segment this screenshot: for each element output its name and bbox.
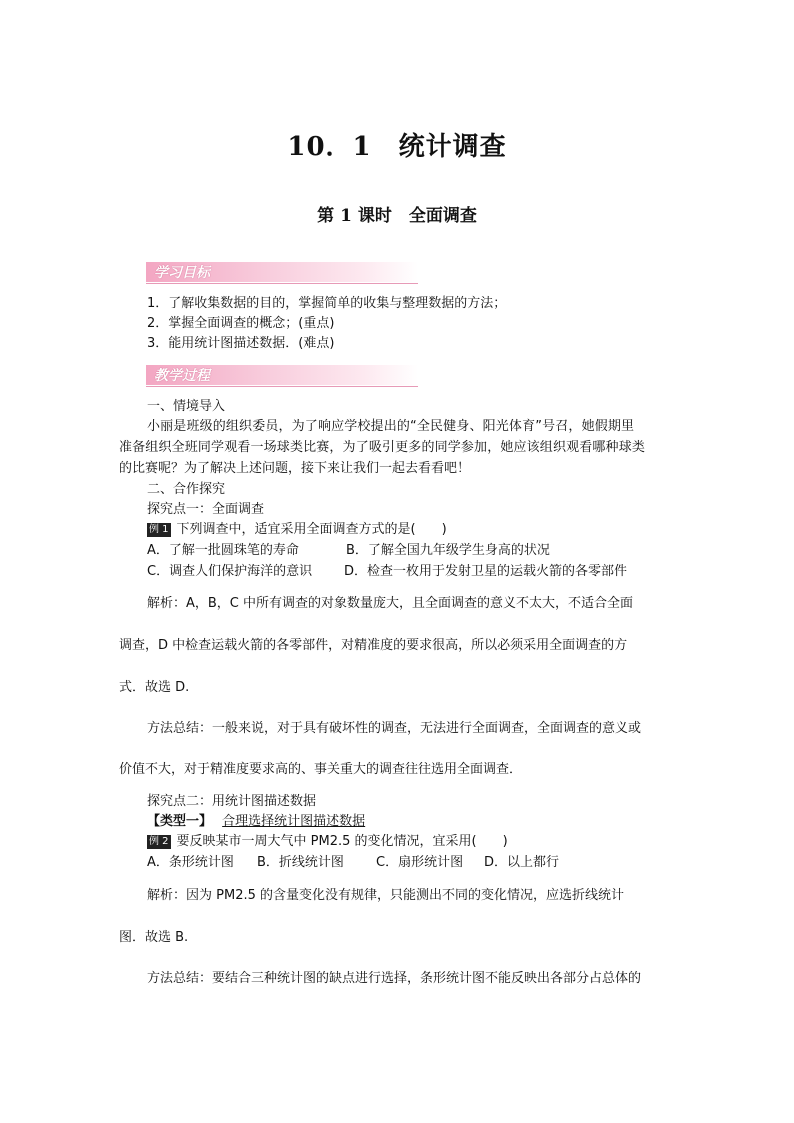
goals-banner-underline — [146, 283, 418, 284]
example-1-question — [147, 520, 447, 540]
type-1-heading — [147, 812, 365, 832]
intro-line: 的比赛呢？为了解决上述问题，接下来让我们一起去看看吧！ — [119, 461, 471, 476]
example-2-question-text: 要反映某市一周大气中 PM2.5 的变化情况，宜采用( ) — [176, 834, 508, 849]
example-2-analysis: 图．故选 B. — [119, 930, 189, 945]
goal-item: 2．掌握全面调查的概念；(重点) — [147, 316, 335, 331]
example-2-summary: 方法总结：要结合三种统计图的缺点进行选择，条形统计图不能反映出各部分占总体的 — [147, 971, 642, 986]
example-1-analysis: 调查，D 中检查运载火箭的各零部件，对精准度的要求很高，所以必须采用全面调查的方 — [119, 638, 628, 653]
example-2-option-d: D．以上都行 — [484, 855, 560, 870]
example-1-question-text: 下列调查中，适宜采用全面调查方式的是( ) — [176, 522, 447, 537]
example-1-summary: 价值不大，对于精准度要求高的、事关重大的调查往往选用全面调查． — [119, 762, 523, 777]
example-1-option-a: A．了解一批圆珠笔的寿命 — [147, 543, 299, 558]
intro-line: 准备组织全班同学观看一场球类比赛，为了吸引更多的同学参加，她应该组织观看哪种球类 — [119, 440, 646, 455]
example-1-analysis: 式．故选 D. — [119, 680, 190, 695]
goal-item: 1．了解收集数据的目的，掌握简单的收集与整理数据的方法； — [147, 296, 507, 311]
process-banner-title: 教学过程 — [154, 368, 210, 384]
example-1-analysis: 解析：A，B，C 中所有调查的对象数量庞大，且全面调查的意义不太大，不适合全面 — [147, 596, 634, 611]
example-1-summary: 方法总结：一般来说，对于具有破坏性的调查，无法进行全面调查，全面调查的意义或 — [147, 721, 642, 736]
process-banner-underline — [146, 386, 418, 387]
example-2-option-a: A．条形统计图 — [147, 855, 234, 870]
explore-point-1: 探究点一：全面调查 — [147, 502, 265, 517]
example-2-badge: 例 2 — [149, 836, 169, 847]
example-1-option-c: C．调查人们保护海洋的意识 — [147, 564, 313, 579]
goal-item: 3．能用统计图描述数据．(难点) — [147, 336, 335, 351]
example-1-badge: 例 1 — [149, 524, 169, 535]
lesson-subtitle: 第 1 课时 全面调查 — [317, 206, 477, 226]
example-1-option-d: D．检查一枚用于发射卫星的运载火箭的各零部件 — [344, 564, 628, 579]
type-1-title: 合理选择统计图描述数据 — [222, 814, 366, 829]
goals-banner-title: 学习目标 — [154, 265, 210, 281]
type-1-label: 【类型一】 — [147, 814, 213, 829]
page-title: 10．1 统计调查 — [287, 132, 507, 162]
example-2-option-b: B．折线统计图 — [257, 855, 344, 870]
example-2-option-c: C．扇形统计图 — [376, 855, 464, 870]
example-2-question — [147, 832, 508, 852]
example-2-analysis: 解析：因为 PM2.5 的含量变化没有规律，只能测出不同的变化情况，应选折线统计 — [147, 888, 624, 903]
explore-point-2: 探究点二：用统计图描述数据 — [147, 794, 317, 809]
example-1-option-b: B．了解全国九年级学生身高的状况 — [346, 543, 550, 558]
section-heading-intro: 一、情境导入 — [147, 399, 226, 414]
section-heading-explore: 二、合作探究 — [147, 482, 226, 497]
intro-line: 小丽是班级的组织委员，为了响应学校提出的“全民健身、阳光体育”号召，她假期里 — [147, 419, 635, 434]
